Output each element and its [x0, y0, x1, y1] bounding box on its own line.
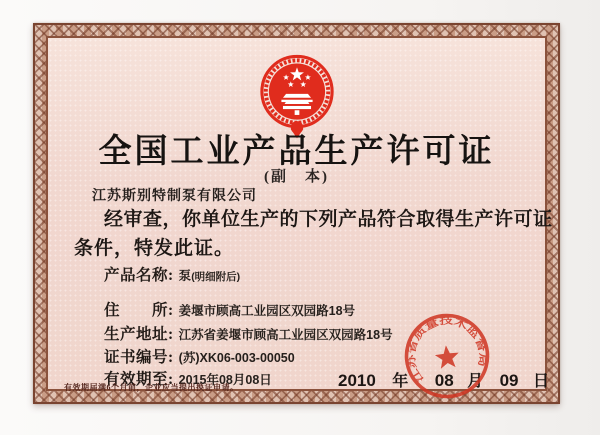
body-text-line2: 条件，特发此证。 [74, 238, 235, 259]
ornamental-border [33, 23, 560, 404]
body-text-line1: 经审查，你单位生产的下列产品符合取得生产许可证 [104, 209, 553, 230]
issue-year-unit: 年 [392, 373, 409, 390]
issue-day-unit: 日 [532, 373, 549, 390]
field-value: 江苏省姜堰市顾高工业园区双园路18号 [178, 328, 393, 342]
field-registered-address [104, 298, 355, 320]
issue-month-unit: 月 [467, 373, 484, 390]
issue-month: 08 [434, 371, 454, 390]
field-certificate-number [104, 345, 295, 367]
seal-text: 江苏省质量技术监督局 [406, 315, 488, 385]
field-label: 有效期至: [104, 371, 174, 388]
official-seal-icon [398, 307, 497, 406]
field-label: 证书编号: [104, 349, 174, 366]
renewal-note: 有效期届满6个月前，企业应当提出换证申请。 [64, 383, 239, 392]
field-label: 生产地址: [104, 326, 174, 343]
issue-day: 09 [499, 371, 519, 390]
field-value: 泵 [178, 269, 192, 283]
certificate [33, 23, 560, 404]
field-note: (明细附后) [191, 271, 241, 283]
field-product-name [104, 263, 240, 285]
field-production-address [104, 322, 393, 344]
field-value: 2015年08月08日 [178, 373, 272, 387]
certificate-title: 全国工业产品生产许可证 [98, 132, 495, 169]
field-value: (苏)XK06-003-00050 [178, 351, 295, 365]
field-label: 住 所: [104, 302, 174, 319]
certificate-body [46, 36, 553, 392]
seal-star-icon [434, 344, 460, 369]
issue-year: 2010 [338, 371, 376, 390]
field-value: 姜堰市顾高工业园区双园路18号 [178, 304, 356, 318]
certificate-subtitle: (副 本) [264, 169, 329, 185]
field-label: 产品名称: [104, 267, 174, 284]
company-name: 江苏斯别特制泵有限公司 [92, 189, 257, 204]
